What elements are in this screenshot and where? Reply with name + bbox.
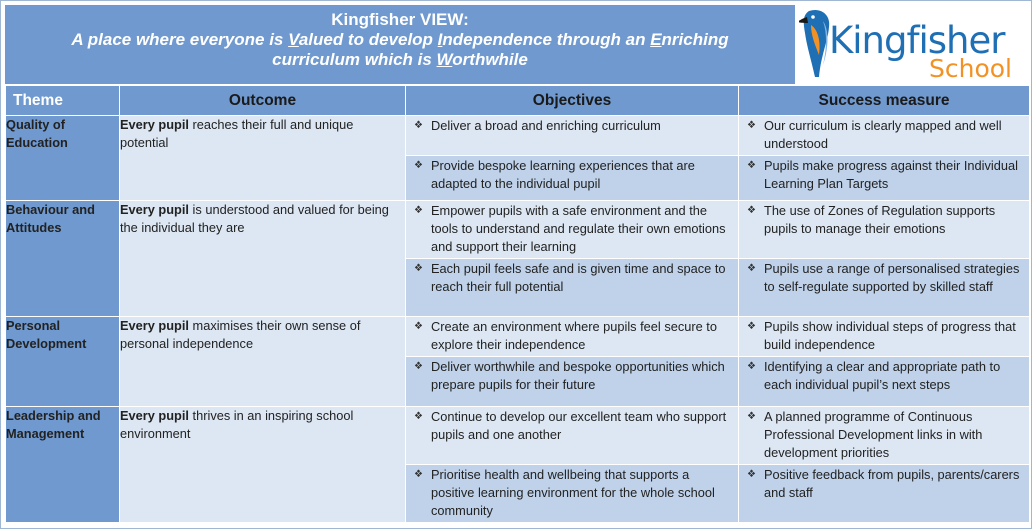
outcome-cell [120,116,406,201]
table-row [6,407,1030,465]
success-cell [739,465,1030,523]
column-header-outcome: Outcome [120,86,406,116]
acronym-letter-e: E [650,30,662,49]
diamond-bullet-icon: ❖ [414,120,423,131]
success-cell [739,201,1030,259]
diamond-bullet-icon: ❖ [747,205,756,216]
outcome-cell [120,317,406,407]
success-text: Positive feedback from pupils, parents/carers and staff [764,467,1020,500]
diamond-bullet-icon: ❖ [747,263,756,274]
diamond-bullet-icon: ❖ [747,321,756,332]
vision-text: alued to develop [298,30,438,49]
diamond-bullet-icon: ❖ [747,160,756,171]
outcome-cell [120,407,406,523]
view-table [5,85,1030,523]
theme-cell [6,407,120,523]
logo-wordmark-school: School [929,54,1012,83]
objective-text: Continue to develop our excellent team who support pupils and one another [431,409,727,442]
table-row [6,317,1030,357]
vision-title: Kingfisher VIEW: [331,10,469,29]
diamond-bullet-icon: ❖ [414,411,423,422]
success-cell [739,407,1030,465]
success-cell [739,357,1030,407]
outcome-subject: Every pupil [120,408,189,423]
vision-text: orthwhile [452,50,528,69]
objective-cell [406,156,739,201]
diamond-bullet-icon: ❖ [414,469,423,480]
theme-label: Personal Development [6,318,87,351]
objective-text: Deliver a broad and enriching curriculum [431,118,661,133]
objective-cell [406,407,739,465]
vision-text: nriching [661,30,729,49]
outcome-text: reaches their full and unique potential [120,117,354,150]
success-text: A planned programme of Continuous Professional Development links in with development priorities [764,409,983,460]
success-text: Pupils use a range of personalised strategies to self-regulate supported by skilled staff [764,261,1020,294]
objective-cell [406,201,739,259]
column-header-success-measure: Success measure [739,86,1030,116]
diamond-bullet-icon: ❖ [747,411,756,422]
diamond-bullet-icon: ❖ [747,120,756,131]
outcome-cell [120,201,406,317]
diamond-bullet-icon: ❖ [747,469,756,480]
objective-cell [406,357,739,407]
success-text: Pupils show individual steps of progress that build independence [764,319,1016,352]
vision-header [5,5,795,84]
objective-text: Create an environment where pupils feel secure to explore their independence [431,319,717,352]
outcome-text: is understood and valued for being the individual they are [120,202,389,235]
success-cell [739,156,1030,201]
theme-label: Leadership and Management [6,408,101,441]
objective-text: Prioritise health and wellbeing that supports a positive learning environment for the whole school community [431,467,715,518]
table-row [6,116,1030,156]
objective-text: Provide bespoke learning experiences that are adapted to the individual pupil [431,158,695,191]
theme-label: Behaviour and Attitudes [6,202,95,235]
acronym-letter-v: V [288,30,299,49]
success-text: Identifying a clear and appropriate path to each individual pupil’s next steps [764,359,1001,392]
theme-cell [6,201,120,317]
theme-cell [6,116,120,201]
objective-cell [406,317,739,357]
diamond-bullet-icon: ❖ [747,361,756,372]
table-row [6,201,1030,259]
diamond-bullet-icon: ❖ [414,321,423,332]
theme-label: Quality of Education [6,117,68,150]
vision-text: curriculum which is [272,50,437,69]
logo-wordmark-kingfisher: Kingfisher [829,19,1005,62]
diamond-bullet-icon: ❖ [414,361,423,372]
success-text: Pupils make progress against their Individual Learning Plan Targets [764,158,1018,191]
objective-text: Each pupil feels safe and is given time and space to reach their full potential [431,261,726,294]
school-logo [797,5,1029,84]
objective-cell [406,259,739,317]
diamond-bullet-icon: ❖ [414,160,423,171]
success-cell [739,259,1030,317]
objective-text: Empower pupils with a safe environment and the tools to understand and regulate their own emotions and support their learning [431,203,726,254]
outcome-subject: Every pupil [120,202,189,217]
diamond-bullet-icon: ❖ [414,263,423,274]
success-text: The use of Zones of Regulation supports pupils to manage their emotions [764,203,996,236]
vision-text: ndependence through an [442,30,651,49]
column-header-objectives: Objectives [406,86,739,116]
success-cell [739,116,1030,156]
success-text: Our curriculum is clearly mapped and well understood [764,118,1002,151]
diamond-bullet-icon: ❖ [414,205,423,216]
objective-cell [406,465,739,523]
success-cell [739,317,1030,357]
acronym-letter-w: W [436,50,453,69]
table-header-row [6,86,1030,116]
theme-cell [6,317,120,407]
vision-line-1 [5,30,795,50]
outcome-text: maximises their own sense of personal independence [120,318,361,351]
vision-text: A place where everyone is [71,30,289,49]
objective-text: Deliver worthwhile and bespoke opportunities which prepare pupils for their future [431,359,725,392]
acronym-letter-i: I [437,30,443,49]
objective-cell [406,116,739,156]
vision-line-2 [5,50,795,70]
outcome-subject: Every pupil [120,117,189,132]
column-header-theme: Theme [6,86,120,116]
outcome-subject: Every pupil [120,318,189,333]
outcome-text: thrives in an inspiring school environment [120,408,354,441]
